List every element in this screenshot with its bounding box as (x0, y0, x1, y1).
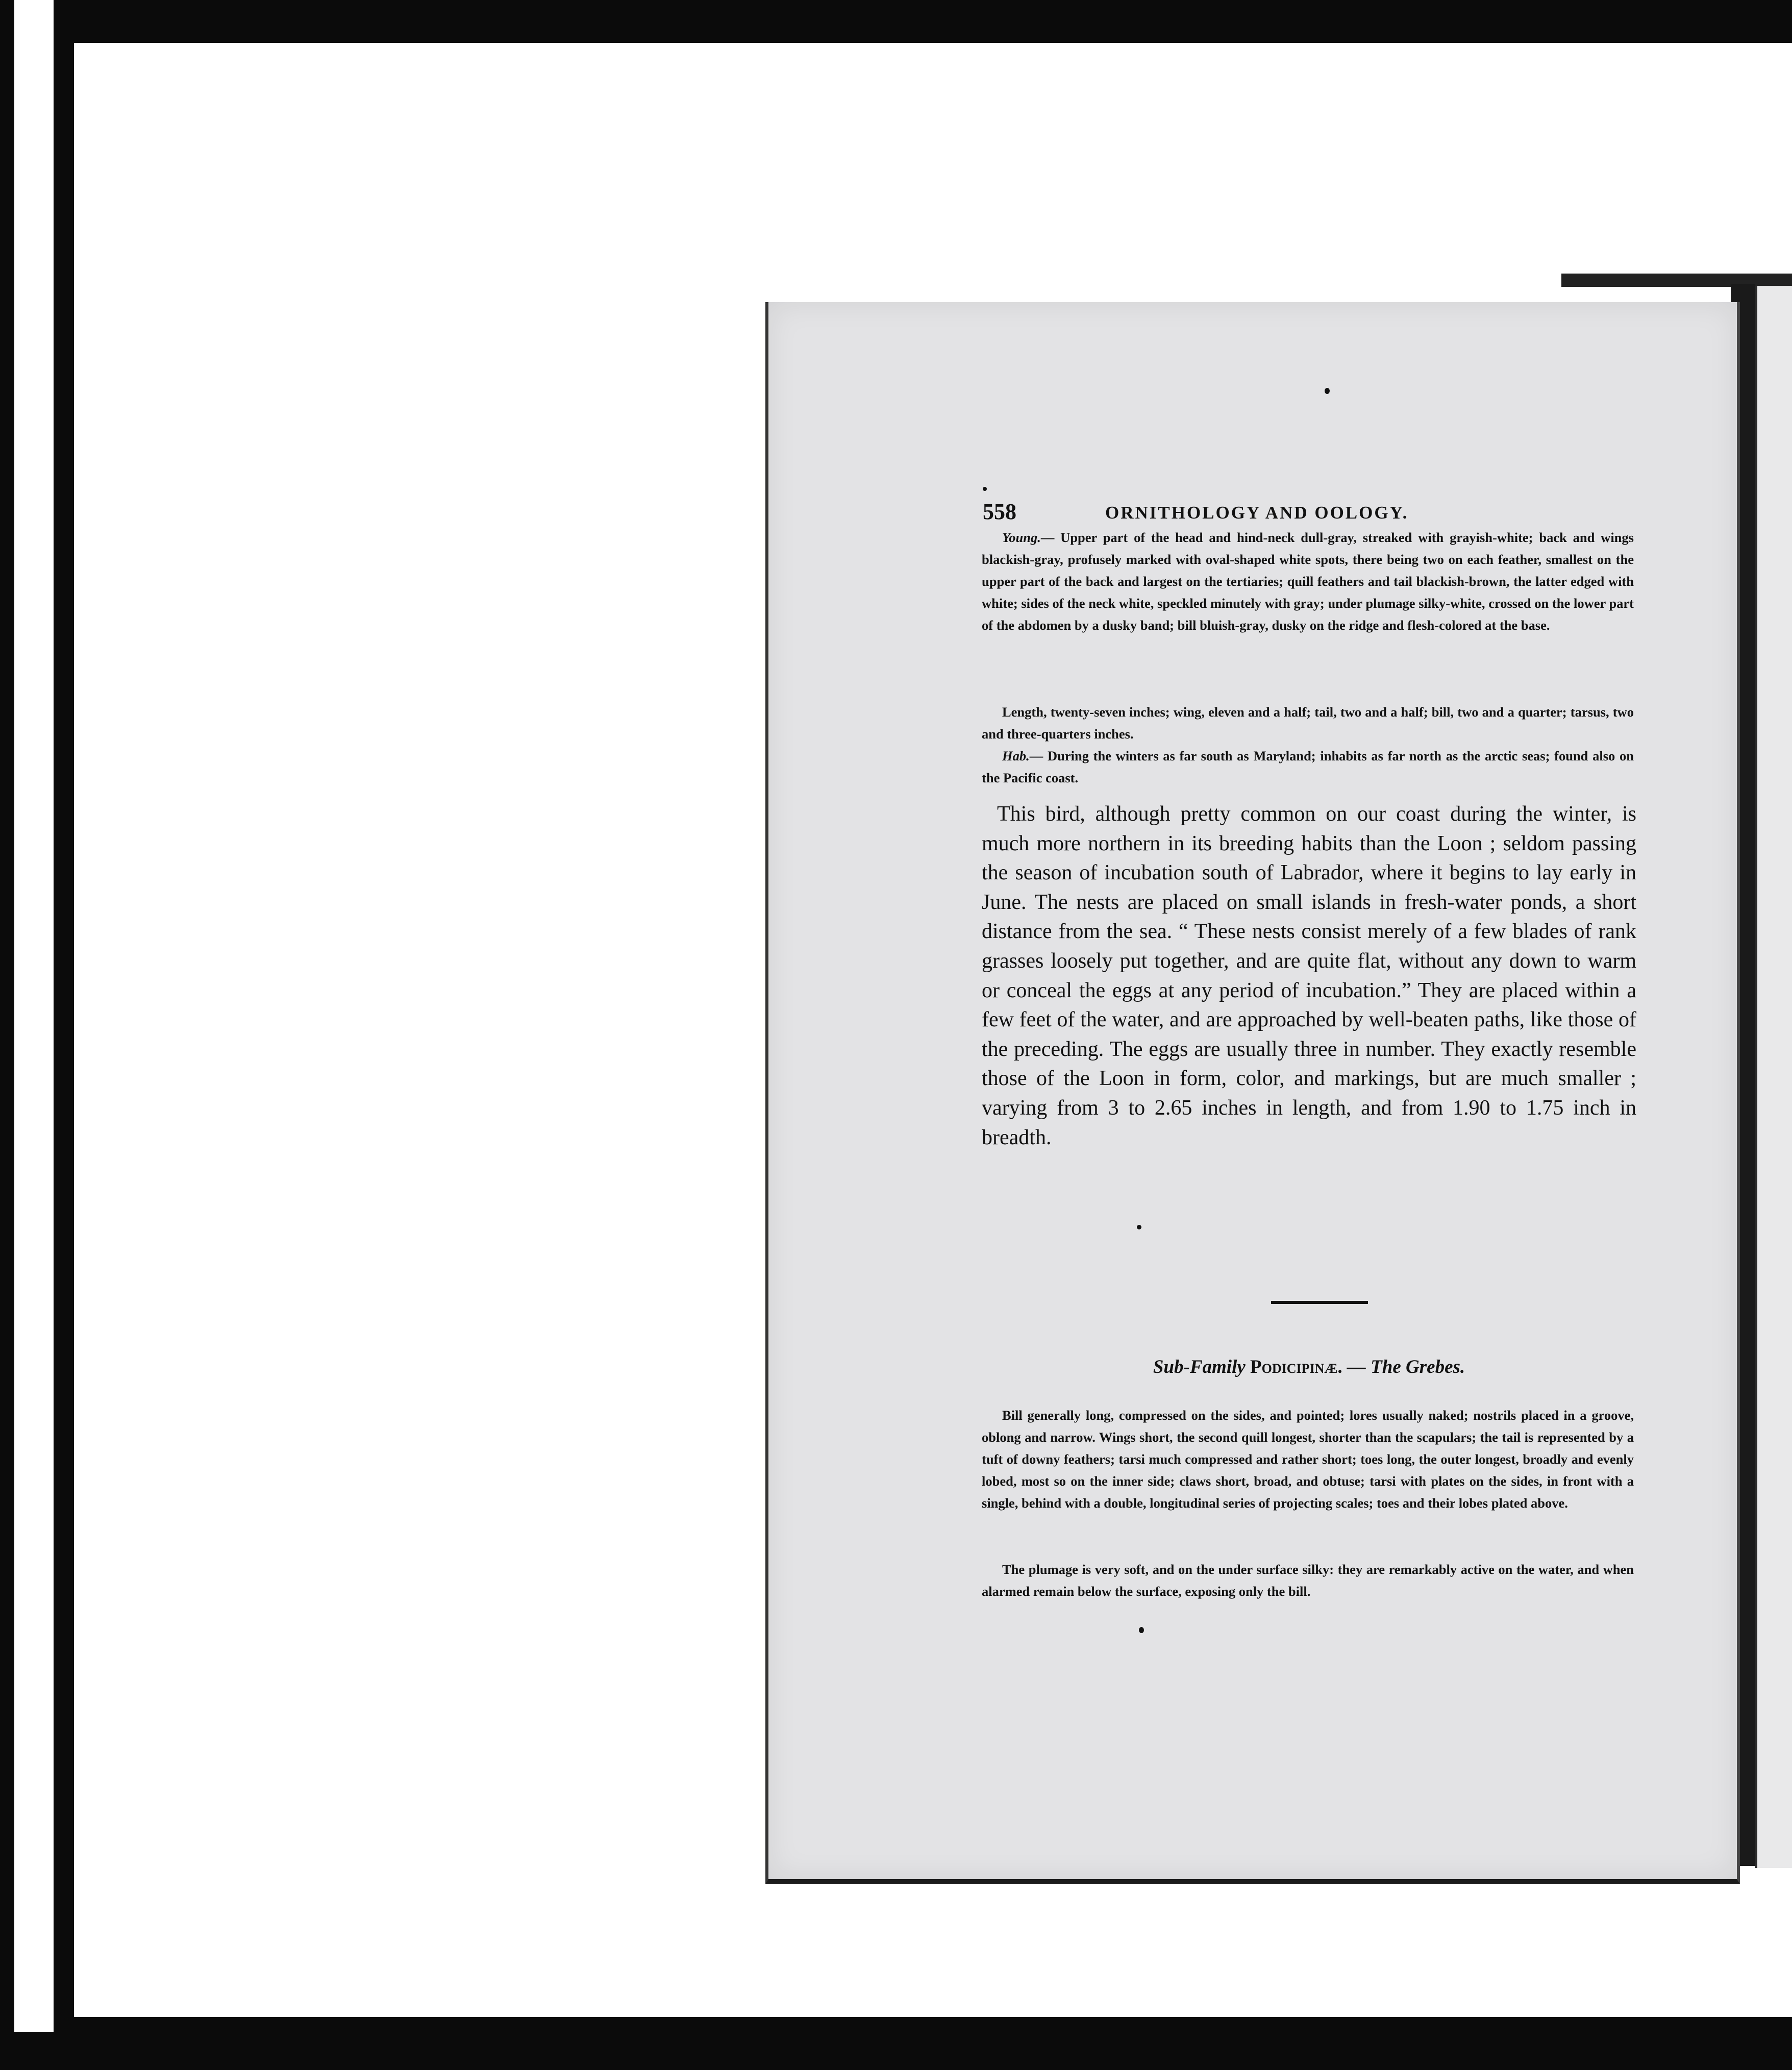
measurements: Length, twenty-seven inches; wing, eleven and a half; tail, two and a half; bill, two and a quarter; tarsus, two and three-quarters inches. (982, 704, 1634, 742)
habitat-label: Hab. (1002, 748, 1030, 763)
adjacent-page-edge (1755, 286, 1792, 1868)
body-paragraph: This bird, although pretty common on our coast during the winter, is much more northern in its breeding habits than the Loon ; seldom passing the season of incubation south of Labrador, where it begins to lay early in June. The nests are placed on small islands in fresh-water ponds, a short distance from the sea. “ These nests consist merely of a few blades of rank grasses loosely put together, and are quite flat, without any down to warm or conceal the eggs at any period of incubation.” They are placed within a few feet of the water, and are approached by well-beaten paths, like those of the preceding. The eggs are usually three in number. They exactly resemble those of the Loon in form, color, and markings, but are much smaller ; varying from 3 to 2.65 inches in length, and from 1.90 to 1.75 inch in breadth. (982, 802, 1636, 1149)
young-text: — Upper part of the head and hind-neck dull-gray, streaked with grayish-white; back and wings blackish-gray, profusely marked with oval-shaped white spots, there being two on each feather, smallest on the upper part of the back and largest on the tertiaries; quill feathers and tail blackish-brown, the latter edged with white; sides of the neck white, speckled minutely with gray; under plumage silky-white, crossed on the lower part of the abdomen by a dusky band; bill bluish-gray, dusky on the ridge and flesh-colored at the base. (982, 530, 1634, 633)
speck-mark (1139, 1627, 1144, 1633)
film-frame-bottom (0, 2017, 1792, 2070)
young-plumage-description (982, 527, 1634, 636)
section-dash: — (1342, 1357, 1371, 1377)
habitat (982, 745, 1634, 789)
section-divider (1271, 1301, 1368, 1304)
section-prefix: Sub-Family (1153, 1357, 1246, 1377)
film-frame-left (0, 0, 14, 2070)
speck-mark (1325, 388, 1330, 394)
habitat-text: — During the winters as far south as Maryland; inhabits as far north as the arctic seas; found also on the Pacific coast. (982, 748, 1634, 785)
film-frame-gap (14, 2017, 54, 2032)
film-frame-top (54, 0, 1792, 43)
film-frame-inner-left (54, 0, 74, 2070)
next-page-top-edge (1561, 274, 1792, 287)
young-label: Young. (1002, 530, 1041, 545)
section-heading (982, 1356, 1636, 1378)
grebe-plumage: The plumage is very soft, and on the under surface silky: they are remarkably active on the water, and when alarmed remain below the surface, exposing only the bill. (982, 1562, 1634, 1599)
section-name: Podicipinæ. (1250, 1357, 1342, 1377)
running-title: ORNITHOLOGY AND OOLOGY. (1105, 503, 1409, 523)
section-common-name: The Grebes. (1371, 1357, 1465, 1377)
grebe-characters: Bill generally long, compressed on the sides, and pointed; lores usually naked; nostrils placed in a groove, oblong and narrow. Wings short, the second quill longest, shorter than the scapulars; the tail is represented by a tuft of downy feathers; tarsi much compressed and rather short; toes long, the outer longest, broadly and evenly lobed, most so on the inner side; claws short, broad, and obtuse; tarsi with plates on the sides, in front with a single, behind with a double, longitudinal series of projecting scales; toes and their lobes plated above. (982, 1408, 1634, 1511)
speck-mark (1137, 1225, 1141, 1229)
speck-mark (983, 487, 987, 491)
page-number: 558 (983, 499, 1016, 524)
scanned-page (765, 302, 1740, 1884)
